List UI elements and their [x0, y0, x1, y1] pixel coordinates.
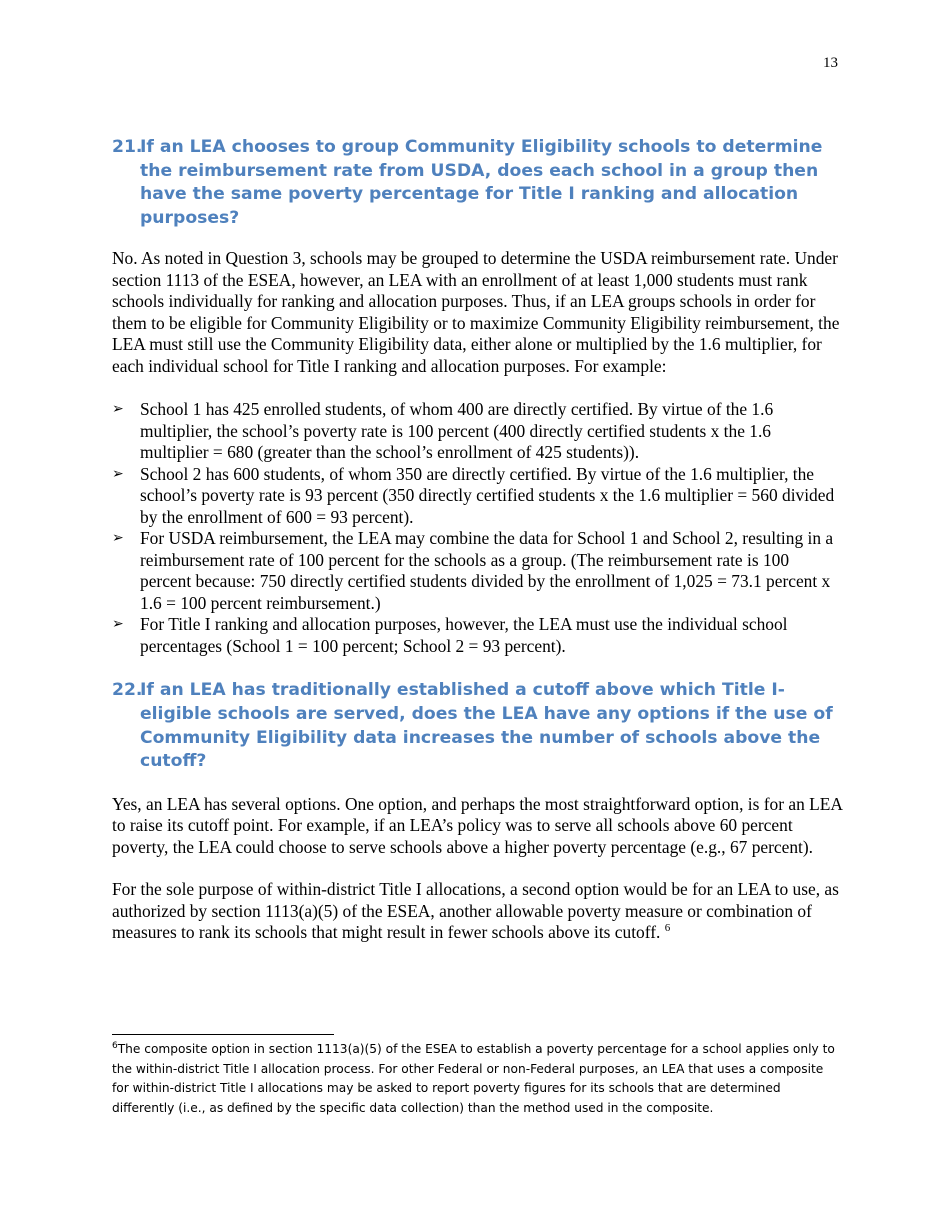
- footnote: [112, 1040, 842, 1118]
- question-22-answer-paragraph-2: [112, 879, 842, 944]
- arrowhead-bullet-icon: ➢: [112, 617, 124, 633]
- page-number: 13: [823, 55, 838, 71]
- question-21-number: 21.: [112, 137, 143, 157]
- list-item: [112, 614, 842, 657]
- footnote-text: The composite option in section 1113(a)(5) of the ESEA to establish a poverty percentage for a school applies only to the within-district Title I allocation process. For other Federal or non-Federal purposes, an LEA that uses a composite for within-district Title I allocations may be asked to report poverty figures for its schools that are determined differently (i.e., as defined by the specific data collection) than the method used in the composite.: [112, 1042, 835, 1115]
- question-21-heading-text: If an LEA chooses to group Community Eligibility schools to determine the reimbursement rate from USDA, does each school in a group then have the same poverty percentage for Title I ranking and allocation purposes?: [140, 137, 823, 228]
- arrowhead-bullet-icon: ➢: [112, 466, 124, 482]
- question-22-number: 22.: [112, 680, 143, 701]
- arrowhead-bullet-icon: ➢: [112, 402, 124, 418]
- list-item-text: For Title I ranking and allocation purposes, however, the LEA must use the individual school percentages (School 1 = 100 percent; School 2 = 93 percent).: [140, 614, 788, 656]
- footnote-marker: 6: [112, 1041, 118, 1051]
- question-22-heading-text: If an LEA has traditionally established a cutoff above which Title I-eligible schools are served, does the LEA have any options if the use of Community Eligibility data increases the number of schools above the cutoff?: [140, 680, 833, 772]
- list-item-text: For USDA reimbursement, the LEA may combine the data for School 1 and School 2, resulting in a reimbursement rate of 100 percent for the schools as a group. (The reimbursement rate is 100 percent because: 750 directly certified students divided by the enrollment of 1,025 = 73.1 percent x 1.6 = 100 percent reimbursement.): [140, 528, 834, 613]
- list-item: [112, 399, 842, 464]
- arrowhead-bullet-icon: ➢: [112, 531, 124, 547]
- list-item-text: School 2 has 600 students, of whom 350 are directly certified. By virtue of the 1.6 multiplier, the school’s poverty rate is 93 percent (350 directly certified students x the 1.6 multiplier = 560 divided by the enrollment of 600 = 93 percent).: [140, 463, 835, 527]
- question-22-answer-paragraph-1: Yes, an LEA has several options. One option, and perhaps the most straightforward option, is for an LEA to raise its cutoff point. For example, if an LEA’s policy was to serve all schools above 60 percent poverty, the LEA could choose to serve schools above a higher poverty percentage (e.g., 67 percent).: [112, 793, 842, 857]
- question-21-answer: No. As noted in Question 3, schools may be grouped to determine the USDA reimbursement rate. Under section 1113 of the ESEA, however, an LEA with an enrollment of at least 1,000 students must rank schools individually for ranking and allocation purposes. Thus, if an LEA groups schools in order for them to be eligible for Community Eligibility or to maximize Community Eligibility reimbursement, the LEA must still use the Community Eligibility data, either alone or multiplied by the 1.6 multiplier, for each individual school for Title I ranking and allocation purposes. For example:: [112, 248, 840, 376]
- example-list: [112, 399, 842, 657]
- footnote-separator: [112, 1034, 334, 1035]
- footnote-reference[interactable]: 6: [664, 922, 671, 935]
- main-content: [112, 136, 842, 944]
- list-item: [112, 528, 842, 614]
- question-21-heading: [112, 136, 842, 230]
- question-22-heading: [112, 679, 842, 773]
- list-item-text: School 1 has 425 enrolled students, of whom 400 are directly certified. By virtue of the 1.6 multiplier, the school’s poverty rate is 100 percent (400 directly certified students x the 1.6 multiplier = 680 (greater than the school’s enrollment of 425 students)).: [140, 399, 774, 463]
- question-22-paragraph-2-text: For the sole purpose of within-district Title I allocations, a second option would be for an LEA to use, as authorized by section 1113(a)(5) of the ESEA, another allowable poverty measure or combination of measures to rank its schools that might result in fewer schools above its cutoff.: [112, 879, 839, 943]
- list-item: [112, 464, 842, 529]
